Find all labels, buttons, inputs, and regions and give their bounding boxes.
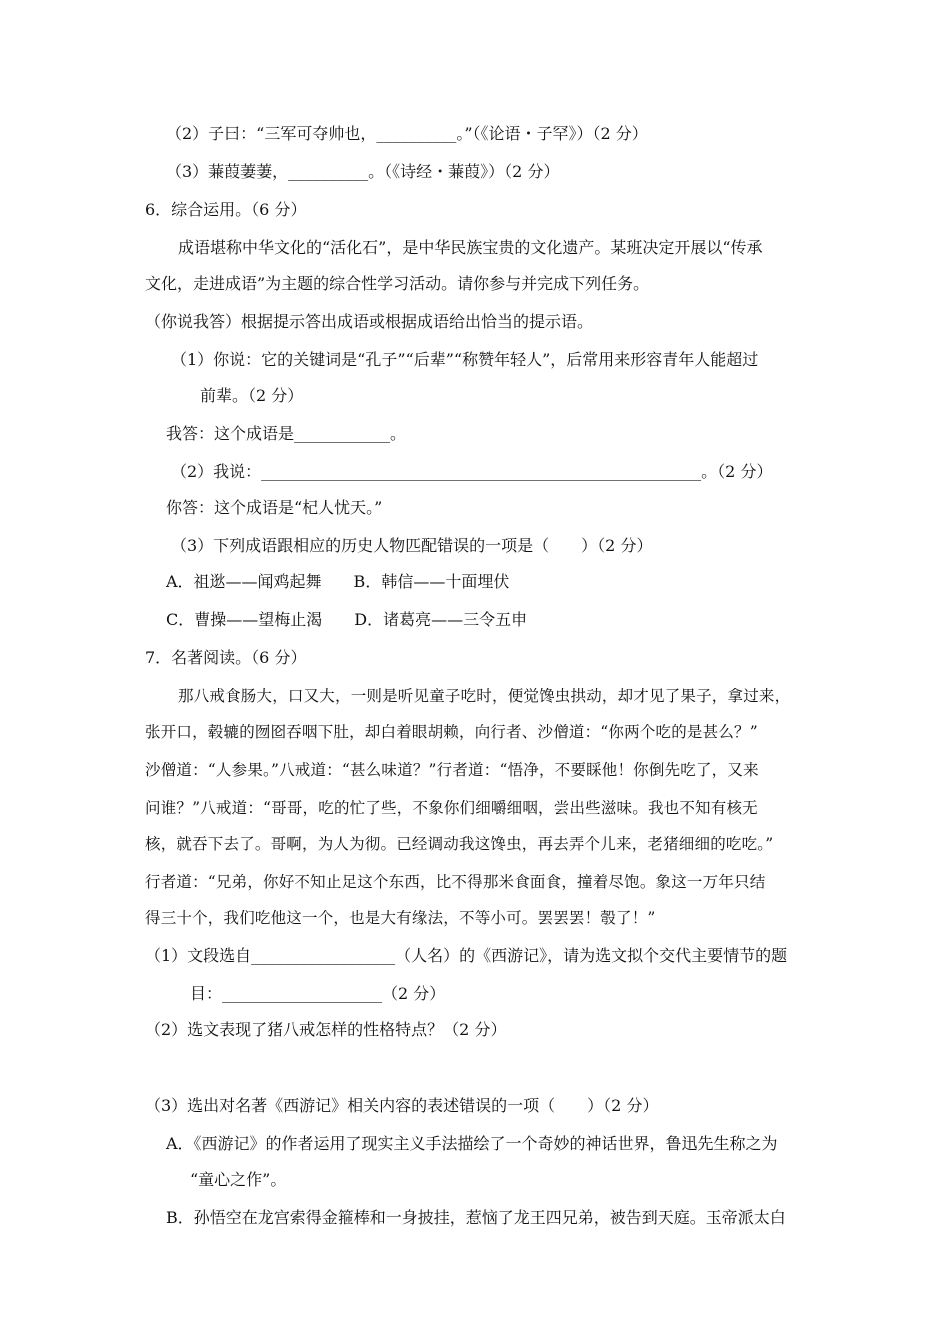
question-6-task-instruction: （你说我答）根据提示答出成语或根据成语给出恰当的提示语。 xyxy=(145,312,594,331)
passage-line: 张开口，毂辘的囫囵吞咽下肚，却白着眼胡赖，向行者、沙僧道：“你两个吃的是甚么？” xyxy=(145,723,758,741)
question-6-intro-line: 文化，走进成语”为主题的综合性学习活动。请你参与并完成下列任务。 xyxy=(145,274,650,293)
question-6-item-1-answer: 我答：这个成语是____________。 xyxy=(166,424,407,443)
question-7-item-2: （2）选文表现了猪八戒怎样的性格特点？（2 分） xyxy=(145,1020,507,1039)
question-6-item-2: （2）我说：_______________________________________________________。（2 分） xyxy=(171,462,773,481)
question-6-item-1-continued: 前辈。（2 分） xyxy=(200,386,304,405)
question-7-option-a-continued: “童心之作”。 xyxy=(190,1170,287,1189)
passage-line: 核，就吞下去了。哥啊，为人为彻。已经调动我这馋虫，再去弄个儿来，老猪细细的吃吃。” xyxy=(145,835,774,853)
question-6-heading: 6．综合运用。（6 分） xyxy=(145,200,307,219)
question-7-item-1-continued: 目：____________________（2 分） xyxy=(190,984,446,1003)
question-7-item-1: （1）文段选自__________________（人名）的《西游记》，请为选文拟个交代主要情节的题 xyxy=(145,946,788,965)
question-5-item-3: （3）蒹葭萋萋，__________。（《诗经・蒹葭》）（2 分） xyxy=(166,162,560,181)
passage-line: 沙僧道：“人参果。”八戒道：“甚么味道？”行者道：“悟净，不要睬他！你倒先吃了，又来 xyxy=(145,761,759,779)
passage-line: 得三十个，我们吃他这一个，也是大有缘法，不等小可。罢罢罢！彀了！” xyxy=(145,909,656,927)
passage-line: 那八戒食肠大，口又大，一则是听见童子吃时，便觉馋虫拱动，却才见了果子，拿过来， xyxy=(178,687,791,705)
question-6-item-1: （1）你说：它的关键词是“孔子”“后辈”“称赞年轻人”，后常用来形容青年人能超过 xyxy=(171,350,759,369)
question-5-item-2: （2）子曰：“三军可夺帅也，__________。”（《论语・子罕》）（2 分） xyxy=(166,124,648,143)
question-6-item-3: （3）下列成语跟相应的历史人物匹配错误的一项是（ ）（2 分） xyxy=(171,536,653,555)
question-7-item-3: （3）选出对名著《西游记》相关内容的表述错误的一项（ ）（2 分） xyxy=(145,1096,659,1115)
question-7-option-b: B．孙悟空在龙宫索得金箍棒和一身披挂，惹恼了龙王四兄弟，被告到天庭。玉帝派太白 xyxy=(166,1208,786,1227)
question-7-option-a: A．《西游记》的作者运用了现实主义手法描绘了一个奇妙的神话世界，鲁迅先生称之为 xyxy=(166,1134,778,1153)
question-6-options-ab: A．祖逖——闻鸡起舞 B．韩信——十面埋伏 xyxy=(166,572,510,591)
question-6-item-2-answer: 你答：这个成语是“杞人忧天。” xyxy=(166,498,383,517)
passage-line: 问谁？”八戒道：“哥哥，吃的忙了些，不象你们细嚼细咽，尝出些滋味。我也不知有核无 xyxy=(145,799,758,817)
passage-line: 行者道：“兄弟，你好不知止足这个东西，比不得那米食面食，撞着尽饱。象这一万年只结 xyxy=(145,873,766,891)
question-7-heading: 7．名著阅读。（6 分） xyxy=(145,648,307,667)
question-6-intro-line: 成语堪称中华文化的“活化石”，是中华民族宝贵的文化遗产。某班决定开展以“传承 xyxy=(178,238,763,257)
question-6-options-cd: C．曹操——望梅止渴 D．诸葛亮——三令五申 xyxy=(166,610,528,629)
